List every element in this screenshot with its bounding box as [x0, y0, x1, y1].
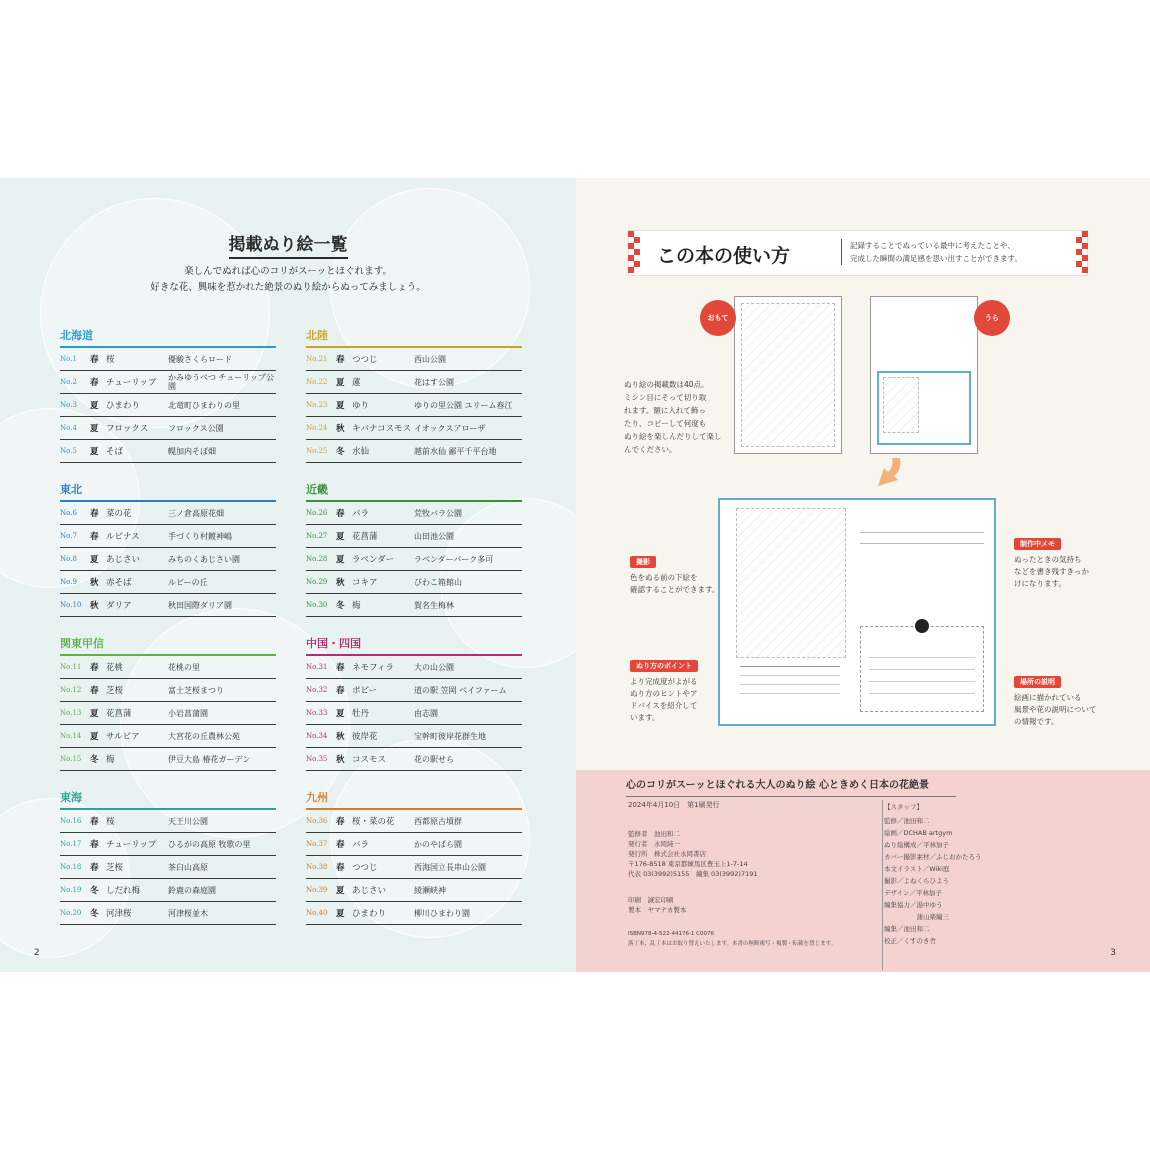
cell-place: 賀名生梅林 — [414, 600, 454, 610]
cell-flower: ひまわり — [106, 401, 141, 411]
cell-flower: 牡丹 — [352, 709, 370, 719]
cell-season: 秋 — [336, 424, 345, 434]
list-item — [60, 394, 276, 417]
cell-no: No.20 — [60, 909, 82, 917]
memo-lines — [860, 522, 984, 556]
cell-place: みちのくあじさい園 — [168, 554, 240, 564]
cell-flower: 河津桜 — [106, 909, 132, 919]
publish-date: 2024年4月10日 第1刷発行 — [628, 801, 720, 809]
list-item — [60, 656, 276, 679]
cell-flower: 彼岸花 — [352, 732, 378, 742]
region-name: 北陸 — [306, 329, 328, 342]
line-art-illustration — [736, 508, 846, 658]
cell-place: 富士芝桜まつり — [168, 685, 224, 695]
region-section — [60, 636, 276, 771]
cell-place: 花の駅せら — [414, 754, 454, 764]
cell-no: No.12 — [60, 686, 82, 694]
cell-season: 春 — [90, 663, 99, 673]
cell-flower: あじさい — [106, 555, 141, 565]
region-section — [306, 482, 522, 617]
cell-place: 大の山公園 — [414, 662, 454, 672]
cell-flower: 赤そば — [106, 578, 132, 588]
cell-place: 荒牧バラ公園 — [414, 508, 462, 518]
region-name: 九州 — [306, 791, 328, 804]
cell-place: フロックス公園 — [168, 423, 224, 433]
cell-place: 北竜町ひまわりの里 — [168, 400, 240, 410]
page-number: 2 — [34, 948, 40, 958]
cell-no: No.30 — [306, 601, 328, 609]
line-art-illustration — [741, 303, 835, 447]
region-name: 北海道 — [60, 329, 93, 342]
cell-flower: 水仙 — [352, 447, 370, 457]
list-item — [306, 725, 522, 748]
staff-row: 蒲山楽編三 — [884, 913, 949, 921]
cell-season: 冬 — [336, 447, 345, 457]
cell-flower: ラベンダー — [352, 555, 395, 565]
cell-place: ひるがの高原 牧歌の里 — [168, 839, 251, 849]
cell-flower: ポピー — [352, 686, 378, 696]
cell-place: びわこ箱館山 — [414, 577, 462, 587]
list-item — [306, 879, 522, 902]
region-section — [60, 328, 276, 463]
cell-place: 宝幹町彼岸花群生地 — [414, 731, 486, 741]
flower-mark-icon — [915, 619, 929, 633]
colophon-row: 監修者 池田和二 — [628, 830, 680, 838]
list-item — [306, 810, 522, 833]
book-spread — [0, 178, 1150, 972]
howto-title: この本の使い方 — [657, 245, 791, 267]
cell-no: No.15 — [60, 755, 82, 763]
tag-place-text: 絵画に描かれている 風景や花の説明について の情報です。 — [1014, 693, 1097, 726]
cell-season: 秋 — [336, 732, 345, 742]
staff-row: 本文イラスト／Wiki庭 — [884, 865, 950, 873]
list-item — [306, 702, 522, 725]
colophon — [576, 770, 1150, 972]
cell-flower: 花菖蒲 — [352, 532, 378, 542]
cell-flower: サルビア — [106, 732, 140, 742]
list-item — [60, 594, 276, 617]
tag-photo: 撮影 — [630, 556, 656, 568]
cell-place: 手づくり村鍍神嶋 — [168, 531, 232, 541]
list-item — [306, 348, 522, 371]
cell-place: 茶臼山高原 — [168, 862, 208, 872]
cell-season: 春 — [336, 863, 345, 873]
cell-no: No.9 — [60, 578, 77, 586]
cell-place: 幌加内そば畑 — [168, 446, 216, 456]
cell-place: 伊豆大島 椿花ガーデン — [168, 754, 251, 764]
right-page — [576, 178, 1150, 972]
staff-row: 編集／池田和二 — [884, 925, 930, 933]
cell-no: No.16 — [60, 817, 82, 825]
cell-place: 小岩菖蒲園 — [168, 708, 208, 718]
cell-flower: 芝桜 — [106, 686, 124, 696]
cell-flower: つつじ — [352, 863, 378, 873]
cell-season: 冬 — [336, 601, 345, 611]
cell-season: 春 — [90, 355, 99, 365]
cell-season: 春 — [336, 817, 345, 827]
cell-no: No.19 — [60, 886, 82, 894]
cell-flower: バラ — [352, 509, 370, 519]
cell-place: かみゆうべつ チューリップ公園 — [168, 373, 274, 391]
cell-season: 夏 — [336, 532, 345, 542]
cell-no: No.32 — [306, 686, 328, 694]
cell-place: 三ノ倉高原花畑 — [168, 508, 224, 518]
list-item — [306, 679, 522, 702]
cell-flower: 桜 — [106, 355, 115, 365]
cell-flower: ゆり — [352, 401, 370, 411]
cell-flower: チューリップ — [106, 840, 157, 850]
front-sheet-preview — [734, 296, 842, 454]
list-item — [306, 502, 522, 525]
cell-no: No.18 — [60, 863, 82, 871]
cell-no: No.7 — [60, 532, 77, 540]
cell-flower: コキア — [352, 578, 378, 588]
cell-flower: 桜 — [106, 817, 115, 827]
cell-place: イオックスアローザ — [414, 423, 486, 433]
cell-no: No.5 — [60, 447, 77, 455]
cell-no: No.8 — [60, 555, 77, 563]
cell-flower: コスモス — [352, 755, 387, 765]
region-name: 中国・四国 — [306, 637, 361, 650]
list-item — [60, 702, 276, 725]
cell-no: No.31 — [306, 663, 328, 671]
staff-row: 監修／池田和二 — [884, 817, 930, 825]
back-sheet-preview — [870, 296, 978, 454]
cell-no: No.23 — [306, 401, 328, 409]
list-item — [60, 856, 276, 879]
cell-flower: ネモフィラ — [352, 663, 394, 673]
list-item — [60, 725, 276, 748]
colophon-title: 心のコリがスーッとほぐれる大人のぬり絵 心ときめく日本の花絶景 — [626, 780, 929, 791]
region-name: 東北 — [60, 483, 82, 496]
cell-season: 秋 — [90, 578, 99, 588]
howto-description: 記録することでぬっている最中に考えたことや、 完成した瞬間の満足感を思い出すことができます。 — [841, 239, 1022, 265]
region-name: 関東甲信 — [60, 637, 104, 650]
staff-row: ぬり絵構成／平林加子 — [884, 841, 949, 849]
cell-no: No.40 — [306, 909, 328, 917]
cell-no: No.29 — [306, 578, 328, 586]
cell-no: No.28 — [306, 555, 328, 563]
cell-season: 秋 — [90, 601, 99, 611]
list-item — [60, 679, 276, 702]
list-item — [60, 810, 276, 833]
checker-decoration-icon — [1076, 231, 1088, 277]
cell-no: No.25 — [306, 447, 328, 455]
intro-text: 楽しんでぬれば心のコリがスーッとほぐれます。 好きな花、興味を惹かれた絶景のぬり絵からぬってみましょう。 — [150, 266, 426, 293]
cell-season: 夏 — [336, 378, 345, 388]
region-name: 東海 — [60, 791, 82, 804]
region-section — [60, 482, 276, 617]
down-arrow-icon — [872, 456, 912, 490]
colophon-row: 発行所 株式会社永岡書店 — [628, 850, 706, 858]
cell-flower: チューリップ — [106, 378, 157, 388]
staff-header: 【スタッフ】 — [884, 803, 923, 811]
explanation-text: ぬり絵の掲載数は40点。 ミシン目にそって切り取 れます。額に入れて飾っ たり、コピーして何度も ぬり絵を楽しんだりして楽し んでください。 — [624, 380, 722, 454]
list-item — [60, 548, 276, 571]
cell-no: No.13 — [60, 709, 82, 717]
cell-flower: 花桃 — [106, 663, 124, 673]
cell-season: 冬 — [90, 755, 99, 765]
cell-season: 春 — [90, 863, 99, 873]
cell-place: 柳川ひまわり園 — [414, 908, 470, 918]
tag-photo-text: 色をぬる前の下絵を 確認することができます。 — [630, 573, 720, 594]
list-item — [306, 525, 522, 548]
cell-flower: 芝桜 — [106, 863, 124, 873]
cell-season: 春 — [90, 817, 99, 827]
highlight-frame — [877, 371, 971, 445]
list-item — [60, 525, 276, 548]
list-item — [306, 548, 522, 571]
cell-season: 夏 — [336, 555, 345, 565]
list-item — [306, 748, 522, 771]
cell-flower: ルピナス — [106, 532, 140, 542]
tips-block — [740, 666, 840, 718]
sample-spread — [718, 498, 996, 726]
cell-flower: フロックス — [106, 424, 149, 434]
cell-season: 夏 — [90, 401, 99, 411]
list-item — [306, 833, 522, 856]
cell-no: No.38 — [306, 863, 328, 871]
staff-row: 編集協力／湯中ゆう — [884, 901, 943, 909]
cell-place: 大宮花の丘農林公苑 — [168, 731, 240, 741]
list-item — [306, 656, 522, 679]
list-item — [306, 571, 522, 594]
list-item — [60, 879, 276, 902]
cell-no: No.35 — [306, 755, 328, 763]
list-item — [60, 417, 276, 440]
cell-season: 春 — [336, 509, 345, 519]
list-item — [306, 417, 522, 440]
staff-row: 撮影／よねくらひよう — [884, 877, 949, 885]
copyright-note: 落丁本、乱丁本はお取り替えいたします。本書の無断複写・複製・転載を禁じます。 — [628, 941, 837, 947]
cell-place: 西都原古墳群 — [414, 816, 462, 826]
tag-tips: ぬり方のポイント — [630, 660, 698, 672]
colophon-row: 代表 03(3992)5155 編集 03(3992)7191 — [628, 870, 758, 878]
cell-place: 西山公園 — [414, 354, 446, 364]
cell-place: 優駿さくらロード — [168, 354, 232, 364]
list-item — [60, 833, 276, 856]
colophon-row: 製本 ヤマナカ製本 — [628, 906, 687, 914]
cell-season: 夏 — [90, 555, 99, 565]
cell-no: No.27 — [306, 532, 328, 540]
staff-row: デザイン／平林加子 — [884, 889, 943, 897]
list-item — [60, 902, 276, 925]
cell-place: 鈴鹿の森庭園 — [168, 885, 216, 895]
tag-place: 場所の説明 — [1014, 676, 1061, 688]
list-item — [306, 902, 522, 925]
cell-season: 夏 — [90, 424, 99, 434]
cell-season: 秋 — [336, 578, 345, 588]
cell-no: No.22 — [306, 378, 328, 386]
region-name: 近畿 — [306, 483, 328, 496]
cell-place: 花はす公園 — [414, 377, 454, 387]
cell-flower: 花菖蒲 — [106, 709, 132, 719]
cell-flower: あじさい — [352, 886, 387, 896]
cell-no: No.17 — [60, 840, 82, 848]
divider — [626, 796, 956, 797]
cell-flower: 桜・菜の花 — [352, 817, 395, 827]
cell-flower: しだれ梅 — [106, 886, 141, 896]
line-art-illustration — [883, 377, 919, 433]
cell-season: 春 — [90, 509, 99, 519]
cell-flower: 菜の花 — [106, 509, 132, 519]
region-section — [306, 328, 522, 463]
cell-place: 由志園 — [414, 708, 438, 718]
cell-season: 夏 — [336, 909, 345, 919]
list-item — [306, 856, 522, 879]
cell-place: かのやばら園 — [414, 839, 462, 849]
cell-place: ラベンダーパーク多可 — [414, 554, 494, 564]
cell-flower: ダリア — [106, 601, 132, 611]
cell-season: 春 — [336, 686, 345, 696]
cell-season: 夏 — [336, 886, 345, 896]
cell-flower: そば — [106, 447, 124, 457]
staff-row: 校正／くすのき舎 — [884, 937, 936, 945]
cell-no: No.14 — [60, 732, 82, 740]
staff-row: カバー撮影素材／ふじおかたろう — [884, 853, 982, 861]
front-badge: おもて — [700, 300, 736, 336]
cell-no: No.24 — [306, 424, 328, 432]
cell-no: No.26 — [306, 509, 328, 517]
cell-flower: バラ — [352, 840, 370, 850]
tag-memo-text: ぬったときの気持ち などを書き残すきっか けになります。 — [1014, 555, 1089, 588]
cell-place: 綾瀬峡神 — [414, 885, 446, 895]
cell-flower: 梅 — [352, 601, 361, 611]
region-section — [306, 636, 522, 771]
cell-no: No.3 — [60, 401, 77, 409]
cell-place: 花桃の里 — [168, 662, 200, 672]
tag-tips-text: より完成度がよがる ぬり方のヒントやア ドバイスを紹介して います。 — [630, 677, 698, 722]
cell-season: 秋 — [336, 755, 345, 765]
list-item — [306, 440, 522, 463]
cell-no: No.6 — [60, 509, 77, 517]
tag-memo: 制作中メモ — [1014, 538, 1061, 550]
cell-no: No.11 — [60, 663, 82, 671]
list-item — [60, 348, 276, 371]
cell-place: 道の駅 笠岡 ベイファーム — [414, 685, 507, 695]
cell-no: No.33 — [306, 709, 328, 717]
cell-season: 夏 — [336, 401, 345, 411]
colophon-row: 印刷 誠宏印刷 — [628, 896, 674, 904]
cell-place: 西海国立長串山公園 — [414, 862, 486, 872]
cell-place: 天王川公園 — [168, 816, 208, 826]
cell-season: 春 — [336, 840, 345, 850]
cell-season: 春 — [90, 378, 99, 388]
list-item — [60, 748, 276, 771]
region-section — [60, 790, 276, 925]
region-section — [306, 790, 522, 925]
cell-no: No.36 — [306, 817, 328, 825]
page-title: 掲載ぬり絵一覧 — [0, 230, 576, 255]
cell-no: No.21 — [306, 355, 328, 363]
cell-no: No.39 — [306, 886, 328, 894]
colophon-row: 〒176-8518 東京都練馬区豊玉上1-7-14 — [628, 860, 748, 868]
cell-season: 春 — [336, 355, 345, 365]
list-item — [60, 371, 276, 394]
cell-flower: 梅 — [106, 755, 115, 765]
list-item — [306, 594, 522, 617]
place-description-block — [860, 626, 984, 712]
cell-season: 春 — [336, 663, 345, 673]
cell-no: No.37 — [306, 840, 328, 848]
back-badge: うら — [974, 300, 1010, 336]
cell-season: 春 — [90, 532, 99, 542]
cell-season: 冬 — [90, 886, 99, 896]
cell-place: ゆりの里公園 ユリーム春江 — [414, 400, 513, 410]
page-number: 3 — [1110, 948, 1116, 958]
cell-season: 春 — [90, 840, 99, 850]
list-item — [60, 502, 276, 525]
cell-no: No.10 — [60, 601, 82, 609]
cell-no: No.2 — [60, 378, 77, 386]
cell-flower: キバナコスモス — [352, 424, 412, 434]
cell-season: 冬 — [90, 909, 99, 919]
cell-season: 夏 — [90, 709, 99, 719]
cell-no: No.1 — [60, 355, 77, 363]
list-item — [60, 571, 276, 594]
cell-flower: ひまわり — [352, 909, 387, 919]
cell-place: 山田池公園 — [414, 531, 454, 541]
cell-flower: 蓮 — [352, 378, 361, 388]
list-item — [60, 440, 276, 463]
isbn: ISBN978-4-522-44176-1 C0076 — [628, 931, 715, 937]
list-item — [306, 394, 522, 417]
cell-season: 夏 — [90, 732, 99, 742]
cell-place: 秋田国際ダリア園 — [168, 600, 232, 610]
cell-no: No.34 — [306, 732, 328, 740]
staff-row: 絵画／DCHAB artgym — [884, 829, 953, 837]
cell-place: ルビーの丘 — [168, 577, 208, 587]
left-page — [0, 178, 576, 972]
cell-no: No.4 — [60, 424, 77, 432]
cell-flower: つつじ — [352, 355, 378, 365]
cell-season: 夏 — [90, 447, 99, 457]
cell-season: 夏 — [336, 709, 345, 719]
cell-season: 春 — [90, 686, 99, 696]
colophon-row: 発行者 永岡純一 — [628, 840, 680, 848]
howto-header — [628, 230, 1088, 276]
cell-place: 越前水仙 鄙平千平台地 — [414, 446, 497, 456]
list-item — [306, 371, 522, 394]
cell-place: 河津桜並木 — [168, 908, 208, 918]
checker-decoration-icon — [628, 231, 640, 277]
